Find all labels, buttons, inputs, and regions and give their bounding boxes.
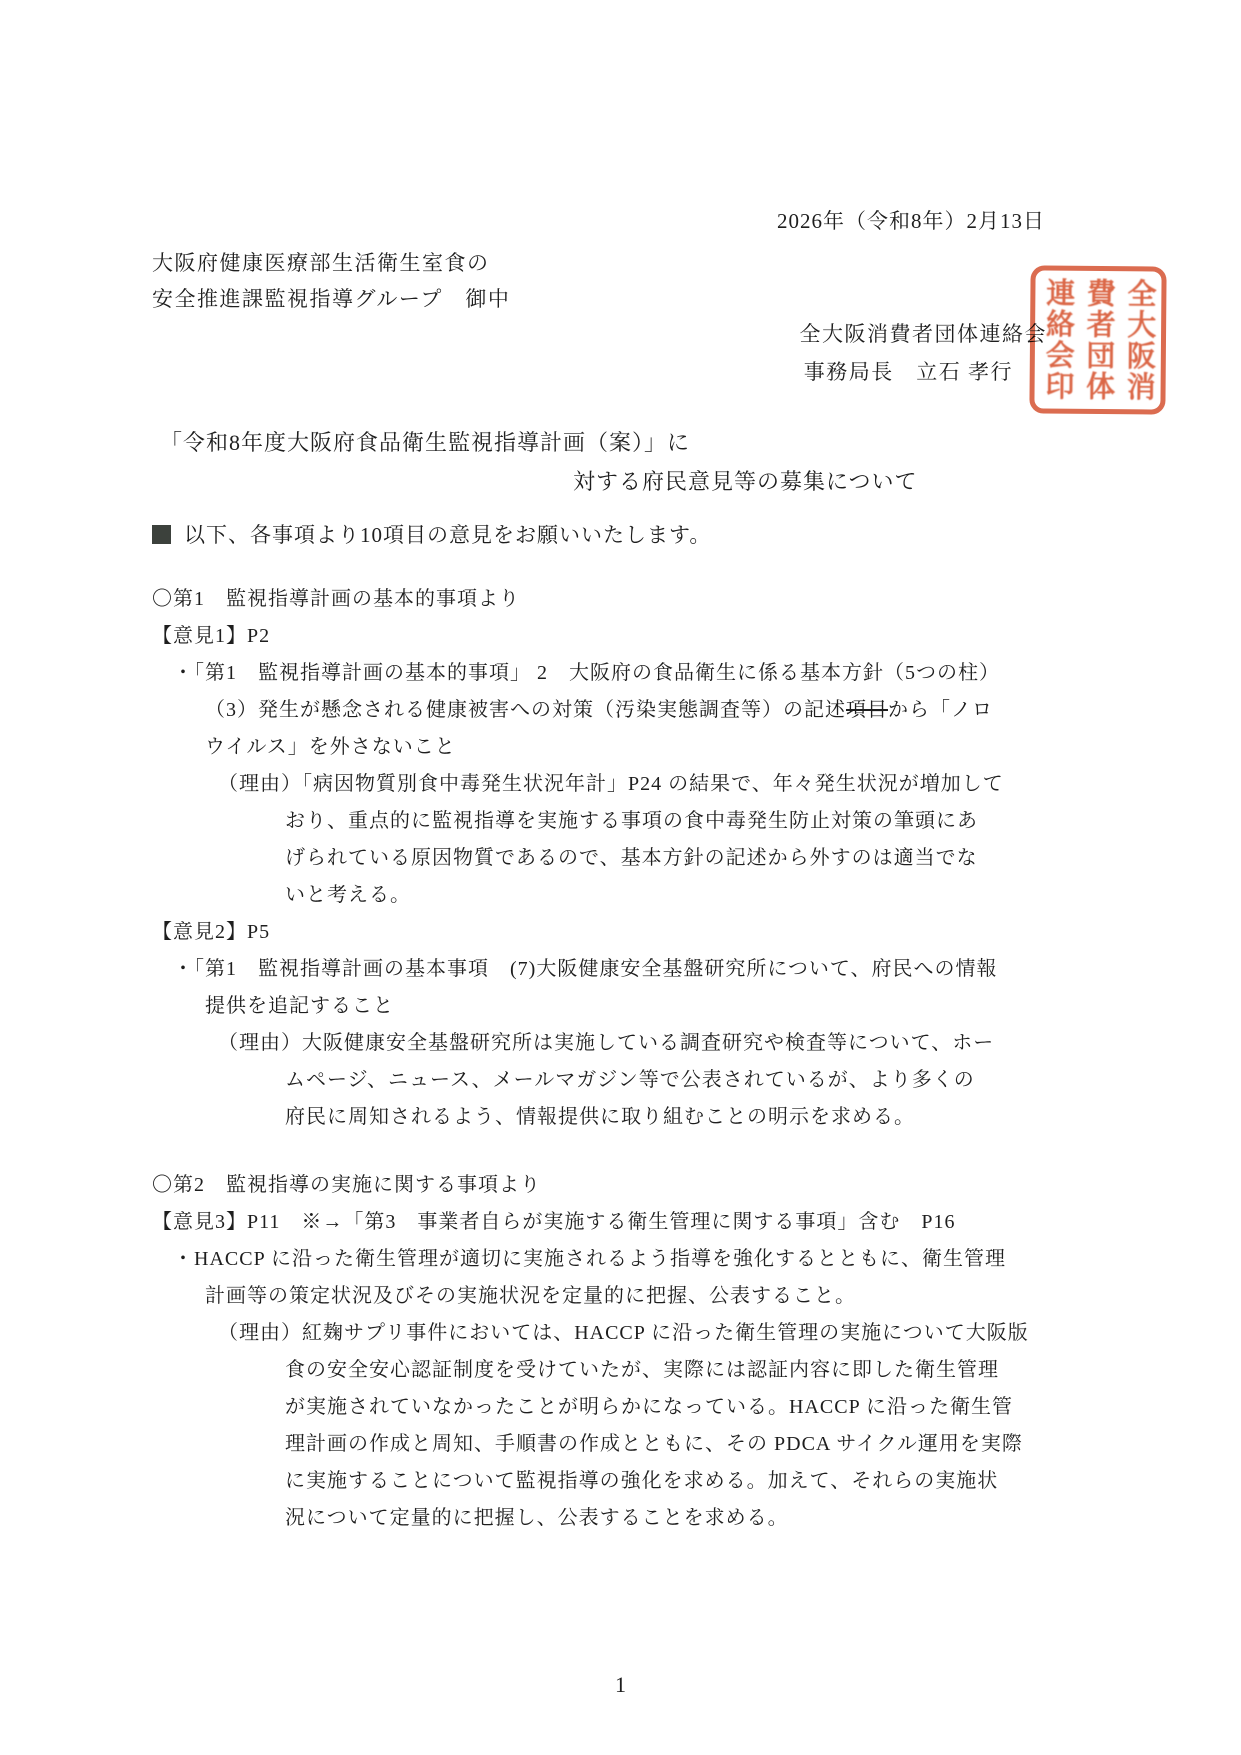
body-line: ウイルス」を外さないこと xyxy=(205,736,456,758)
body-line: が実施されていなかったことが明らかになっている。HACCP に沿った衛生管 xyxy=(285,1396,1013,1418)
sender-organization: 全大阪消費者団体連絡会 xyxy=(799,322,1047,346)
body-line: 府民に周知されるよう、情報提供に取り組むことの明示を求める。 xyxy=(285,1106,915,1128)
body-line: 計画等の策定状況及びその実施状況を定量的に把握、公表すること。 xyxy=(205,1285,856,1307)
seal-column-right: 全大阪消 xyxy=(1122,278,1156,403)
page-number: 1 xyxy=(615,1672,626,1697)
document-date: 2026年（令和8年）2月13日 xyxy=(777,209,1045,233)
opinion-2-label: 【意見2】P5 xyxy=(152,921,271,943)
body-line xyxy=(205,692,1052,729)
body-line: 提供を追記すること xyxy=(205,995,394,1017)
seal-column-left: 連絡会印 xyxy=(1041,277,1075,402)
body-line: 況について定量的に把握し、公表することを求める。 xyxy=(285,1507,789,1529)
body-line: おり、重点的に監視指導を実施する事項の食中毒発生防止対策の筆頭にあ xyxy=(285,810,978,832)
body-line: に実施することについて監視指導の強化を求める。加えて、それらの実施状 xyxy=(285,1470,999,1492)
body-line: （理由）大阪健康安全基盤研究所は実施している調査研究や検査等について、ホー xyxy=(218,1032,995,1054)
section-1-heading: 〇第1 監視指導計画の基本的事項より xyxy=(152,588,520,610)
body-line: ・「第1 監視指導計画の基本的事項」 2 大阪府の食品衛生に係る基本方針（5つの柱） xyxy=(173,662,1000,684)
recipient-line-2: 安全推進課監視指導グループ 御中 xyxy=(152,287,511,311)
struck-text: 項目 xyxy=(846,699,888,721)
body-line: いと考える。 xyxy=(285,884,411,906)
body-line: ・「第1 監視指導計画の基本事項 (7)大阪健康安全基盤研究所について、府民への情報 xyxy=(173,958,998,980)
intro-line xyxy=(152,519,711,549)
intro-text: 以下、各事項より10項目の意見をお願いいたします。 xyxy=(184,523,712,547)
document-title-line-2: 対する府民意見等の募集について xyxy=(573,469,918,494)
red-seal-stamp-icon xyxy=(1029,265,1166,414)
body-line: 理計画の作成と周知、手順書の作成とともに、その PDCA サイクル運用を実際 xyxy=(285,1433,1023,1455)
square-bullet-icon xyxy=(152,525,171,544)
body-line: げられている原因物質であるので、基本方針の記述から外すのは適当でな xyxy=(285,847,978,869)
seal-column-middle: 費者団体 xyxy=(1081,277,1116,403)
body-text-block xyxy=(152,581,1052,1537)
body-line: 食の安全安心認証制度を受けていたが、実際には認証内容に即した衛生管理 xyxy=(285,1359,999,1381)
sender-title-and-name: 事務局長 立石 孝行 xyxy=(803,360,1013,384)
document-title-line-1: 「令和8年度大阪府食品衛生監視指導計画（案）」に xyxy=(160,430,691,455)
opinion-3-label: 【意見3】P11 ※→「第3 事業者自らが実施する衛生管理に関する事項」含む P16 xyxy=(152,1211,956,1233)
body-line-segment: （3）発生が懸念される健康被害への対策（汚染実態調査等）の記述 xyxy=(205,699,846,721)
body-line: （理由）「病因物質別食中毒発生状況年計」P24 の結果で、年々発生状況が増加して xyxy=(218,773,1004,795)
section-2-heading: 〇第2 監視指導の実施に関する事項より xyxy=(152,1174,541,1196)
body-line: （理由）紅麹サプリ事件においては、HACCP に沿った衛生管理の実施について大阪版 xyxy=(218,1322,1029,1344)
body-line-segment: から「ノロ xyxy=(888,699,993,721)
opinion-1-label: 【意見1】P2 xyxy=(152,625,271,647)
recipient-line-1: 大阪府健康医療部生活衛生室食の xyxy=(152,251,490,275)
body-line: ムページ、ニュース、メールマガジン等で公表されているが、より多くの xyxy=(285,1069,975,1091)
body-line: ・HACCP に沿った衛生管理が適切に実施されるよう指導を強化するとともに、衛生管理 xyxy=(173,1248,1006,1270)
